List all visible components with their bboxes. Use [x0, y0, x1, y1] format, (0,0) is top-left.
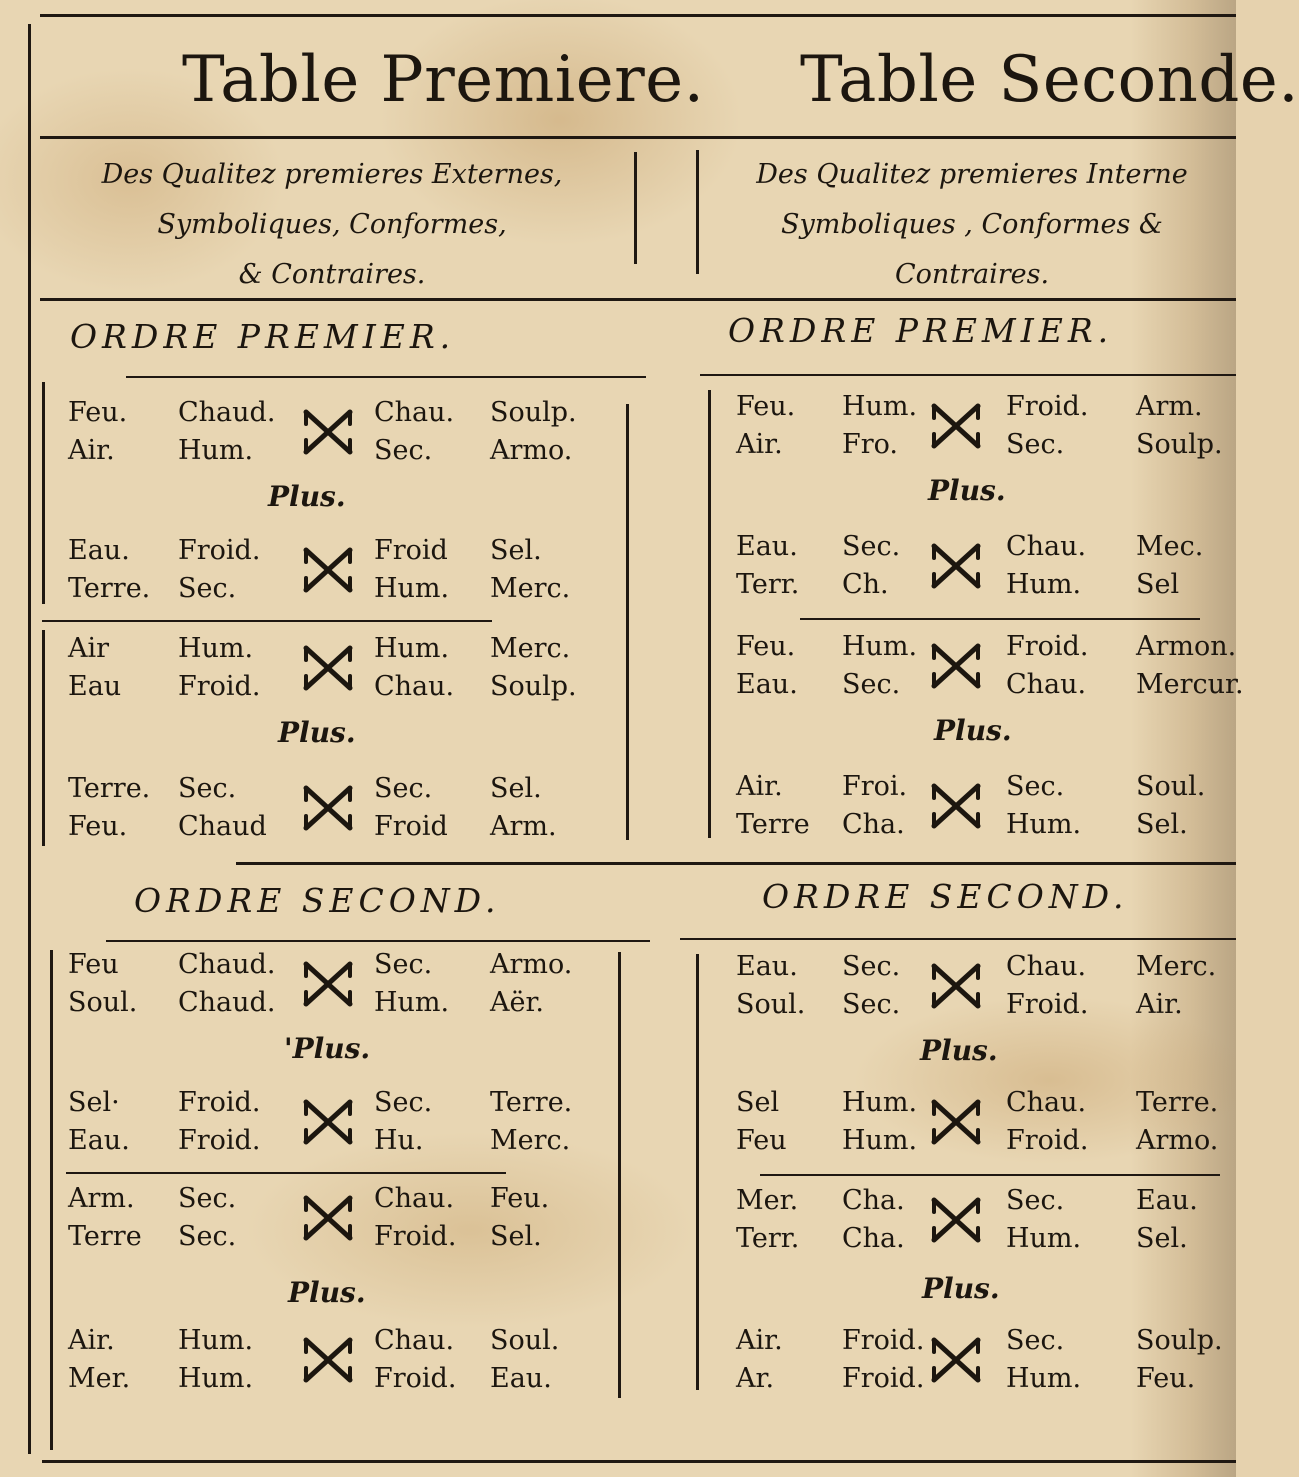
element-name: Sel.: [490, 773, 542, 804]
quality-name: Ch.: [842, 569, 889, 600]
order-heading: ORDRE PREMIER.: [728, 311, 1114, 350]
element-name: Sel.: [1136, 809, 1188, 840]
top-rule: [40, 14, 1236, 17]
quality-name: Sec.: [178, 1183, 237, 1214]
order-heading: ORDRE PREMIER.: [70, 317, 456, 356]
subtitle-line: Des Qualitez premieres Interne: [756, 159, 1188, 190]
quality-name: Hum.: [374, 633, 450, 664]
quality-name: Cha.: [842, 809, 905, 840]
quality-name: Froid.: [842, 1325, 925, 1356]
order-heading: ORDRE SECOND.: [762, 877, 1129, 916]
order-two-rule-right: [680, 938, 1236, 940]
element-name: Feu.: [68, 397, 128, 428]
cross-icon: [928, 1094, 984, 1150]
element-name: Soul.: [68, 987, 138, 1018]
order-one-rule-left: [126, 376, 646, 378]
element-name: Soul.: [1136, 771, 1206, 802]
quality-name: Chau.: [1006, 669, 1087, 700]
quality-name: Sec.: [374, 949, 433, 980]
bottom-rule: [42, 1460, 1236, 1463]
quality-name: Froid.: [178, 535, 261, 566]
quality-name: Sec.: [1006, 429, 1065, 460]
plus-connector: 'Plus.: [284, 1032, 371, 1065]
order-one-rule-right: [700, 374, 1236, 376]
cross-icon: [300, 1094, 356, 1150]
quality-name: Hum.: [1006, 569, 1082, 600]
plus-connector: Plus.: [288, 1276, 366, 1309]
quality-name: Froid.: [374, 1363, 457, 1394]
order-one-center-line: [626, 404, 629, 840]
element-name: Mer.: [68, 1363, 131, 1394]
quality-name: Chau.: [374, 671, 455, 702]
quality-name: Sec.: [1006, 771, 1065, 802]
element-name: Terr.: [736, 569, 800, 600]
quality-name: Cha.: [842, 1223, 905, 1254]
element-name: Air.: [68, 1325, 115, 1356]
element-name: Eau.: [1136, 1185, 1198, 1216]
cross-icon: [300, 542, 356, 598]
quality-name: Chau.: [1006, 531, 1087, 562]
quality-name: Hum.: [1006, 1223, 1082, 1254]
element-name: Eau.: [68, 535, 130, 566]
quality-name: Sec.: [1006, 1185, 1065, 1216]
order-one-right-box-line: [708, 390, 711, 838]
order-two-right-box-line: [696, 954, 699, 1390]
table-premiere-subtitle: [52, 150, 612, 290]
subtitle-divider-a: [634, 152, 637, 264]
quality-name: Hum.: [178, 1325, 254, 1356]
element-name: Sel.: [1136, 1223, 1188, 1254]
element-name: Feu.: [68, 811, 128, 842]
subtitle-line: Des Qualitez premieres Externes,: [101, 159, 563, 190]
quality-name: Hum.: [842, 1087, 918, 1118]
element-name: Terre: [736, 809, 810, 840]
quality-name: Hum.: [842, 391, 918, 422]
plus-connector: Plus.: [928, 474, 1006, 507]
order-two-rule-left: [106, 940, 650, 942]
element-name: Soul.: [490, 1325, 560, 1356]
quality-name: Hum.: [178, 1363, 254, 1394]
element-name: Feu.: [736, 631, 796, 662]
element-name: Feu: [736, 1125, 787, 1156]
table-seconde-subtitle: [712, 150, 1232, 290]
quality-name: Froid.: [374, 1221, 457, 1252]
quality-name: Froid.: [178, 1125, 261, 1156]
element-name: Sel.: [490, 535, 542, 566]
quality-name: Sec.: [178, 1221, 237, 1252]
order-one-group-rule-left: [42, 620, 492, 622]
element-name: Air: [68, 633, 110, 664]
cross-icon: [928, 958, 984, 1014]
quality-name: Sec.: [842, 951, 901, 982]
element-name: Air.: [68, 435, 115, 466]
quality-name: Hu.: [374, 1125, 424, 1156]
plus-connector: Plus.: [920, 1034, 998, 1067]
quality-name: Froid.: [1006, 391, 1089, 422]
element-name: Armo.: [1136, 1125, 1219, 1156]
quality-name: Froid.: [1006, 631, 1089, 662]
quality-name: Froid: [374, 535, 448, 566]
element-name: Sel.: [490, 1221, 542, 1252]
table-premiere-title: Table Premiere.: [182, 43, 705, 117]
element-name: Eau: [68, 671, 122, 702]
subtitle-line: Symboliques, Conformes,: [157, 209, 507, 240]
quality-name: Hum.: [1006, 1363, 1082, 1394]
cross-icon: [300, 780, 356, 836]
quality-name: Froid.: [178, 1087, 261, 1118]
cross-icon: [928, 638, 984, 694]
quality-name: Chau.: [374, 1325, 455, 1356]
order-one-group-rule-right: [800, 618, 1200, 620]
order-two-box-left-line: [50, 950, 53, 1450]
element-name: Sel: [1136, 569, 1180, 600]
quality-name: Froid: [374, 811, 448, 842]
element-name: Merc.: [490, 1125, 571, 1156]
cross-icon: [300, 956, 356, 1012]
quality-name: Sec.: [178, 773, 237, 804]
element-name: Terre.: [490, 1087, 573, 1118]
element-name: Feu.: [736, 391, 796, 422]
quality-name: Froid.: [1006, 1125, 1089, 1156]
element-name: Eau.: [736, 669, 798, 700]
order-two-group-rule-left: [66, 1172, 506, 1174]
element-name: Armon.: [1136, 631, 1237, 662]
plus-connector: Plus.: [922, 1272, 1000, 1305]
quality-name: Chau.: [1006, 1087, 1087, 1118]
element-name: Arm.: [490, 811, 557, 842]
order-heading: ORDRE SECOND.: [134, 881, 501, 920]
element-name: Air.: [1136, 989, 1183, 1020]
quality-name: Froid.: [178, 671, 261, 702]
element-name: Soulp.: [490, 397, 577, 428]
cross-icon: [928, 778, 984, 834]
quality-name: Hum.: [178, 633, 254, 664]
element-name: Ar.: [736, 1363, 775, 1394]
quality-name: Sec.: [842, 531, 901, 562]
quality-name: Hum.: [178, 435, 254, 466]
quality-name: Hum.: [374, 573, 450, 604]
element-name: Mer.: [736, 1185, 799, 1216]
element-name: Mercur.: [1136, 669, 1244, 700]
table-seconde-title: Table Seconde.: [800, 43, 1299, 117]
cross-icon: [300, 1332, 356, 1388]
element-name: Eau.: [68, 1125, 130, 1156]
quality-name: Chau.: [374, 397, 455, 428]
quality-name: Sec.: [1006, 1325, 1065, 1356]
plus-connector: Plus.: [934, 714, 1012, 747]
quality-name: Froid.: [842, 1363, 925, 1394]
element-name: Merc.: [1136, 951, 1217, 982]
quality-name: Chaud.: [178, 397, 276, 428]
element-name: Eau.: [490, 1363, 552, 1394]
element-name: Eau.: [736, 951, 798, 982]
cross-icon: [300, 404, 356, 460]
element-name: Soulp.: [1136, 429, 1223, 460]
element-name: Terre.: [68, 773, 151, 804]
element-name: Soulp.: [490, 671, 577, 702]
order-one-box-left-line: [42, 382, 45, 604]
quality-name: Hum.: [842, 631, 918, 662]
element-name: Air.: [736, 1325, 783, 1356]
quality-name: Hum.: [1006, 809, 1082, 840]
element-name: Arm.: [68, 1183, 135, 1214]
element-name: Arm.: [1136, 391, 1203, 422]
quality-name: Sec.: [374, 773, 433, 804]
element-name: Soulp.: [1136, 1325, 1223, 1356]
element-name: Mec.: [1136, 531, 1204, 562]
cross-icon: [928, 1192, 984, 1248]
quality-name: Chau.: [374, 1183, 455, 1214]
quality-name: Chaud.: [178, 987, 276, 1018]
element-name: Merc.: [490, 573, 571, 604]
cross-icon: [300, 640, 356, 696]
quality-name: Chaud.: [178, 949, 276, 980]
element-name: Armo.: [490, 949, 573, 980]
subtitle-line: Symboliques , Conformes &: [781, 209, 1163, 240]
quality-name: Hum.: [842, 1125, 918, 1156]
order-two-group-rule-right: [760, 1174, 1220, 1176]
subtitle-line: & Contraires.: [238, 259, 426, 290]
title-rule: [40, 136, 1236, 139]
element-name: Terr.: [736, 1223, 800, 1254]
element-name: Air.: [736, 771, 783, 802]
left-border-rule: [28, 24, 31, 1454]
element-name: Feu.: [1136, 1363, 1196, 1394]
cross-icon: [928, 398, 984, 454]
quality-name: Chaud: [178, 811, 267, 842]
subtitle-line: Contraires.: [894, 259, 1050, 290]
order-two-top-rule: [236, 862, 1236, 865]
element-name: Terre: [68, 1221, 142, 1252]
element-name: Soul.: [736, 989, 806, 1020]
quality-name: Chau.: [1006, 951, 1087, 982]
element-name: Feu.: [490, 1183, 550, 1214]
plus-connector: Plus.: [278, 716, 356, 749]
element-name: Merc.: [490, 633, 571, 664]
quality-name: Froi.: [842, 771, 908, 802]
quality-name: Hum.: [374, 987, 450, 1018]
element-name: Eau.: [736, 531, 798, 562]
element-name: Sel: [736, 1087, 780, 1118]
element-name: Terre.: [68, 573, 151, 604]
quality-name: Sec.: [842, 989, 901, 1020]
quality-name: Sec.: [842, 669, 901, 700]
cross-icon: [928, 1332, 984, 1388]
plus-connector: Plus.: [268, 480, 346, 513]
element-name: Armo.: [490, 435, 573, 466]
element-name: Aër.: [490, 987, 544, 1018]
cross-icon: [300, 1190, 356, 1246]
quality-name: Froid.: [1006, 989, 1089, 1020]
element-name: Sel·: [68, 1087, 120, 1118]
order-two-center-line: [618, 952, 621, 1398]
quality-name: Cha.: [842, 1185, 905, 1216]
element-name: Feu: [68, 949, 119, 980]
quality-name: Fro.: [842, 429, 899, 460]
quality-name: Sec.: [178, 573, 237, 604]
element-name: Air.: [736, 429, 783, 460]
element-name: Terre.: [1136, 1087, 1219, 1118]
cross-icon: [928, 538, 984, 594]
subtitle-divider-b: [696, 150, 699, 274]
order-one-box-left-line-b: [42, 630, 45, 846]
quality-name: Sec.: [374, 1087, 433, 1118]
quality-name: Sec.: [374, 435, 433, 466]
